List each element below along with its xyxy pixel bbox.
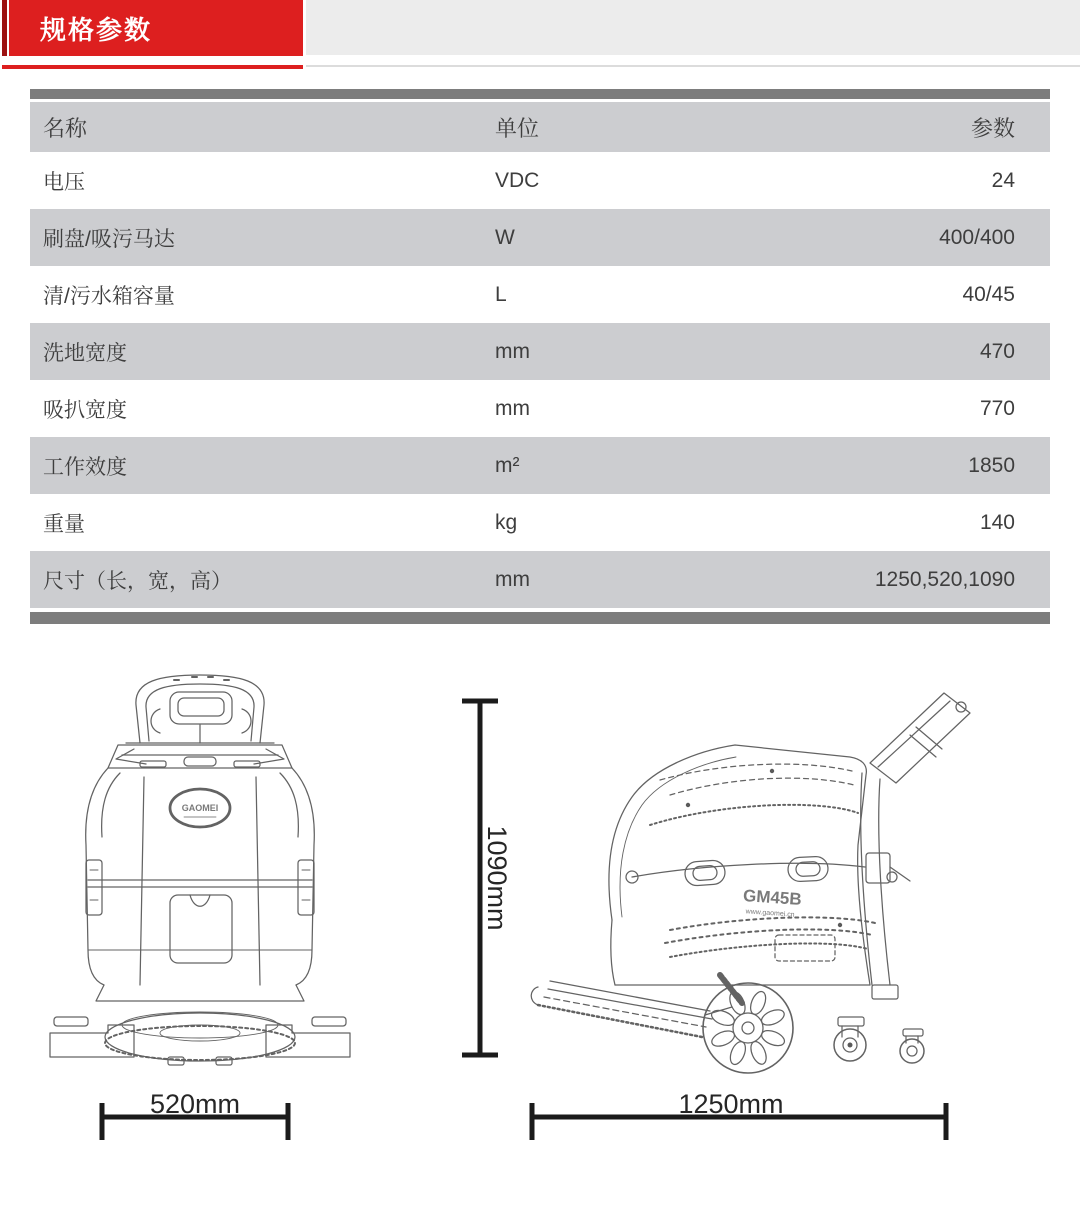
table-row [30,380,1050,437]
cell-value: 140 [979,510,1015,534]
height-dimension [452,692,516,1064]
length-dimension [526,1086,954,1148]
spec-table [30,89,1050,624]
cell-name: 重量 [43,512,85,536]
height-dimension-label: 1090mm [482,825,512,931]
table-row [30,551,1050,608]
table-row [30,266,1050,323]
cell-name: 吸扒宽度 [43,398,127,422]
cell-name: 清/污水箱容量 [43,284,175,308]
table-row [30,437,1050,494]
table-header-row [30,102,1050,152]
table-row [30,152,1050,209]
side-model-text: GM45B [742,885,803,910]
front-logo-text: GAOMEI [181,803,219,813]
cell-value: 470 [979,339,1015,363]
table-row [30,494,1050,551]
table-top-bar [30,89,1050,99]
cell-name: 洗地宽度 [43,341,127,365]
table-row [30,323,1050,380]
side-view-drawing [520,685,975,1075]
width-dimension-label: 520mm [149,1089,241,1119]
banner-accent-stripe [2,0,7,56]
cell-name: 电压 [43,170,85,194]
cell-unit: m² [495,453,520,477]
cell-value: 770 [979,396,1015,420]
cell-unit: mm [495,567,530,591]
col-header-unit: 单位 [495,115,540,141]
col-header-value: 参数 [970,115,1015,141]
banner-underline-red [2,65,303,69]
width-dimension [92,1086,302,1148]
cell-value: 24 [991,168,1015,192]
cell-unit: L [495,282,507,306]
cell-value: 40/45 [962,282,1015,306]
banner-underline-gray [306,65,1080,67]
section-banner [9,0,303,56]
cell-unit: VDC [495,168,540,192]
table-row [30,209,1050,266]
cell-value: 1850 [968,453,1015,477]
cell-unit: kg [495,510,518,534]
front-view-drawing [48,665,353,1070]
cell-name: 尺寸（长，宽，高） [43,569,232,593]
cell-unit: mm [495,396,530,420]
cell-value: 1250,520,1090 [874,567,1015,591]
side-website-text: www.gaomei.cn [745,908,795,919]
length-dimension-label: 1250mm [678,1089,784,1119]
cell-name: 刷盘/吸污马达 [43,227,175,251]
banner-side-panel [306,0,1080,55]
cell-unit: mm [495,339,530,363]
table-bottom-bar [30,612,1050,624]
col-header-name: 名称 [43,115,88,141]
cell-unit: W [495,225,515,249]
cell-name: 工作效度 [43,455,127,479]
section-title: 规格参数 [40,14,153,45]
cell-value: 400/400 [939,225,1015,249]
